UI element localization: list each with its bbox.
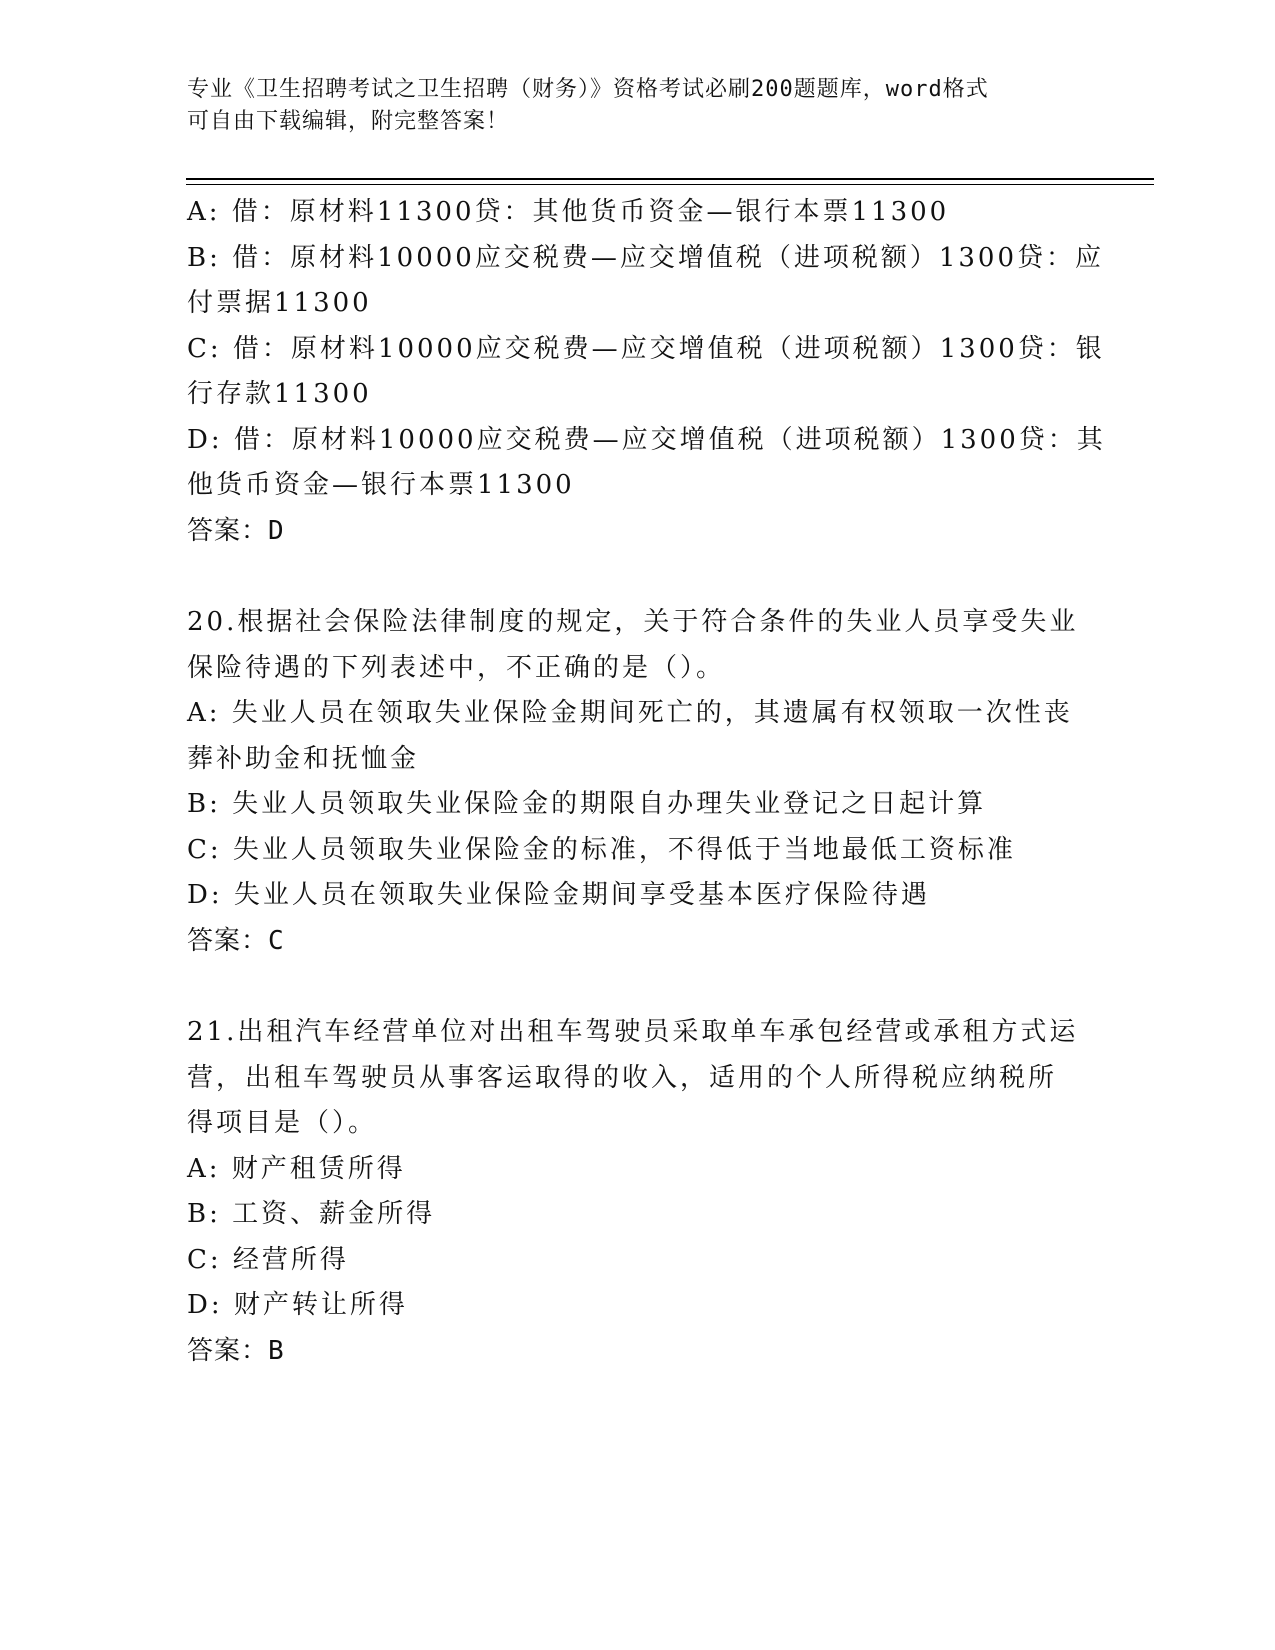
option-line: C: 失业人员领取失业保险金的标准，不得低于当地最低工资标准 (187, 834, 1016, 865)
option-line: A: 失业人员在领取失业保险金期间死亡的，其遗属有权领取一次性丧 (187, 698, 1073, 728)
question-20 (187, 600, 1087, 964)
option-line: B: 失业人员领取失业保险金的期限自办理失业登记之日起计算 (187, 789, 987, 819)
option-line: 葬补助金和抚恤金 (187, 743, 420, 774)
option-c (187, 828, 1087, 874)
option-a (187, 1147, 1087, 1193)
header-divider-thick (186, 178, 1154, 180)
answer-label: 答案：D (187, 515, 285, 546)
question-stem (187, 600, 1087, 691)
stem-line: 保险待遇的下列表述中，不正确的是（）。 (187, 652, 726, 683)
option-line: B: 工资、薪金所得 (187, 1199, 436, 1229)
option-line: 付票据11300 (187, 288, 372, 318)
question-spacer (187, 964, 1087, 1010)
stem-line: 20.根据社会保险法律制度的规定，关于符合条件的失业人员享受失业 (187, 607, 1079, 637)
stem-line: 营，出租车驾驶员从事客运取得的收入，适用的个人所得税应纳税所 (187, 1062, 1058, 1093)
header-divider-thin (186, 184, 1154, 185)
question-spacer (187, 554, 1087, 600)
option-line: 行存款11300 (187, 379, 372, 409)
option-b (187, 1192, 1087, 1238)
option-line: D: 失业人员在领取失业保险金期间享受基本医疗保险待遇 (187, 880, 930, 910)
question-stem (187, 1010, 1087, 1147)
option-c (187, 1238, 1087, 1284)
option-d (187, 418, 1106, 509)
header-line-2: 可自由下载编辑，附完整答案！ (187, 109, 510, 134)
option-a (187, 691, 1087, 782)
question-19 (187, 190, 1106, 554)
stem-line: 21.出租汽车经营单位对出租车驾驶员采取单车承包经营或承租方式运 (187, 1017, 1079, 1047)
option-line: C: 经营所得 (187, 1244, 349, 1275)
option-line: A: 财产租赁所得 (187, 1153, 406, 1184)
option-line: D: 借：原材料10000应交税费—应交增值税（进项税额）1300贷：其 (187, 424, 1106, 455)
answer-label: 答案：C (187, 925, 285, 956)
option-d (187, 873, 1087, 919)
document-header (187, 74, 1067, 138)
header-line-1: 专业《卫生招聘考试之卫生招聘（财务）》资格考试必刷200题题库，word格式 (187, 77, 989, 102)
option-a (187, 190, 1087, 236)
question-21 (187, 1010, 1087, 1374)
option-b (187, 782, 1087, 828)
option-line: D: 财产转让所得 (187, 1290, 408, 1320)
stem-line: 得项目是（）。 (187, 1108, 378, 1138)
question-list (187, 190, 1106, 1374)
option-c (187, 327, 1105, 418)
option-line: A: 借：原材料11300贷：其他货币资金—银行本票11300 (187, 197, 950, 227)
option-line: 他货币资金—银行本票11300 (187, 470, 575, 500)
option-b (187, 236, 1105, 327)
option-line: B: 借：原材料10000应交税费—应交增值税（进项税额）1300贷：应 (187, 242, 1105, 273)
answer-label: 答案：B (187, 1335, 285, 1366)
option-line: C: 借：原材料10000应交税费—应交增值税（进项税额）1300贷：银 (187, 333, 1105, 364)
option-d (187, 1283, 1087, 1329)
